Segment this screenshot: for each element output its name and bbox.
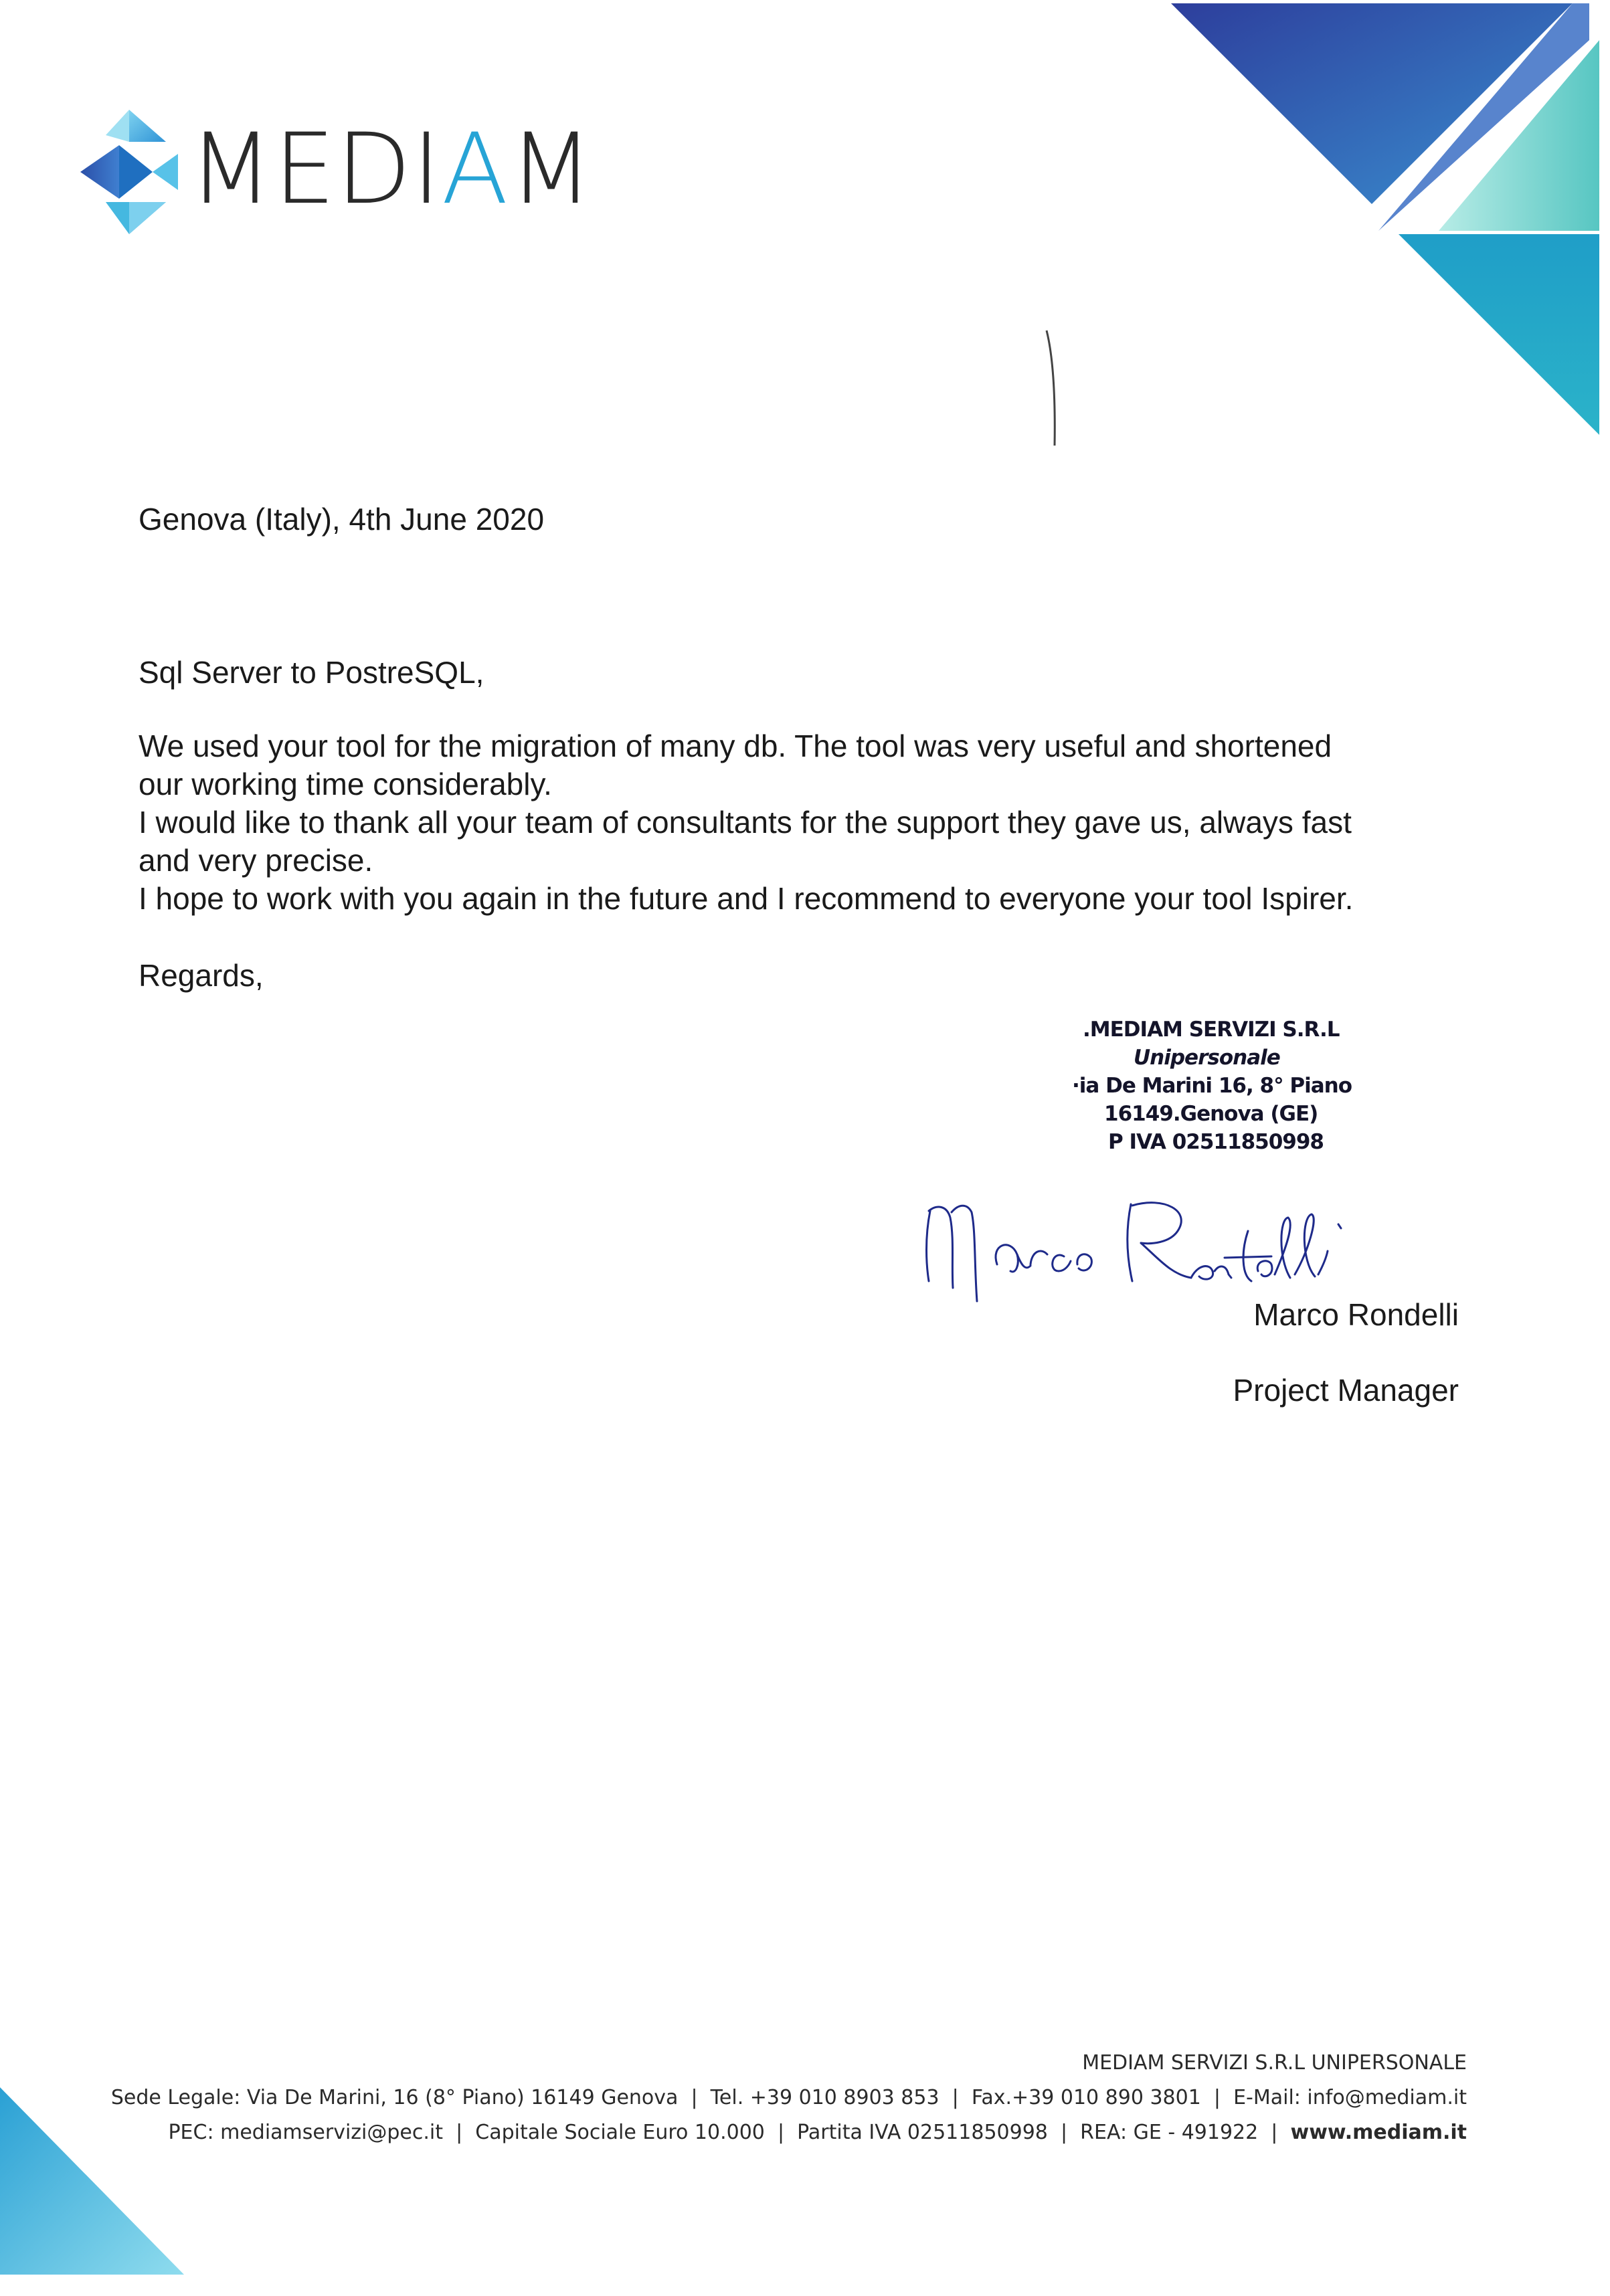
body-line: I would like to thank all your team of consultants for the support they gave us, always fast [139, 805, 1352, 840]
footer-line-registry [107, 2115, 1467, 2150]
footer-email[interactable]: E-Mail: info@mediam.it [1233, 2086, 1467, 2109]
footer-separator: | [952, 2086, 959, 2109]
letter-body [139, 727, 1353, 918]
footer-company: MEDIAM SERVIZI S.R.L UNIPERSONALE [1082, 2051, 1467, 2075]
signer-title: Project Manager [1233, 1373, 1459, 1408]
body-line: our working time considerably. [139, 767, 552, 801]
letter-closing: Regards, [139, 958, 264, 993]
footer-vat: Partita IVA 02511850998 [797, 2121, 1048, 2144]
company-stamp [1064, 1016, 1385, 1156]
stamp-line: 16149.Genova (GE) [1104, 1102, 1318, 1126]
stamp-line: ·ia De Marini 16, 8° Piano [1072, 1074, 1352, 1098]
body-line: We used your tool for the migration of many db. The tool was very useful and shortened [139, 729, 1332, 763]
footer-fax: Fax.+39 010 890 3801 [971, 2086, 1201, 2109]
body-line: and very precise. [139, 843, 373, 878]
footer-rea: REA: GE - 491922 [1080, 2121, 1259, 2144]
scan-mark-line [1044, 328, 1064, 448]
body-line: I hope to work with you again in the future and I recommend to everyone your tool Ispirer. [139, 881, 1354, 916]
letter-date: Genova (Italy), 4th June 2020 [139, 502, 545, 537]
footer-pec[interactable]: PEC: mediamservizi@pec.it [168, 2121, 443, 2144]
handwritten-signature [910, 1164, 1432, 1311]
signer-name: Marco Rondelli [1253, 1297, 1459, 1332]
wordmark-accent-letter: A [441, 112, 509, 226]
letter-subject: Sql Server to PostreSQL, [139, 655, 484, 690]
footer-separator: | [456, 2121, 463, 2144]
stamp-line: .MEDIAM SERVIZI S.R.L [1083, 1018, 1340, 1042]
stamp-line: Unipersonale [1134, 1046, 1280, 1070]
stamp-line: P IVA 02511850998 [1108, 1130, 1324, 1154]
footer-separator: | [1271, 2121, 1278, 2144]
footer-capital: Capitale Sociale Euro 10.000 [475, 2121, 765, 2144]
footer-address: Sede Legale: Via De Marini, 16 (8° Piano) 16149 Genova [110, 2086, 679, 2109]
letterhead-footer [107, 2046, 1467, 2150]
footer-website-link[interactable]: www.mediam.it [1290, 2121, 1467, 2144]
footer-separator: | [691, 2086, 698, 2109]
mediam-logo-icon [79, 108, 179, 235]
mediam-wordmark [189, 112, 594, 226]
footer-line-contacts [107, 2081, 1467, 2115]
corner-decoration-top-right [1158, 0, 1610, 442]
footer-separator: | [1060, 2121, 1068, 2144]
wordmark-part-1: MEDI [189, 112, 442, 226]
footer-separator: | [777, 2121, 785, 2144]
footer-tel: Tel. +39 010 8903 853 [710, 2086, 940, 2109]
footer-separator: | [1213, 2086, 1221, 2109]
wordmark-part-2: M [509, 112, 594, 226]
